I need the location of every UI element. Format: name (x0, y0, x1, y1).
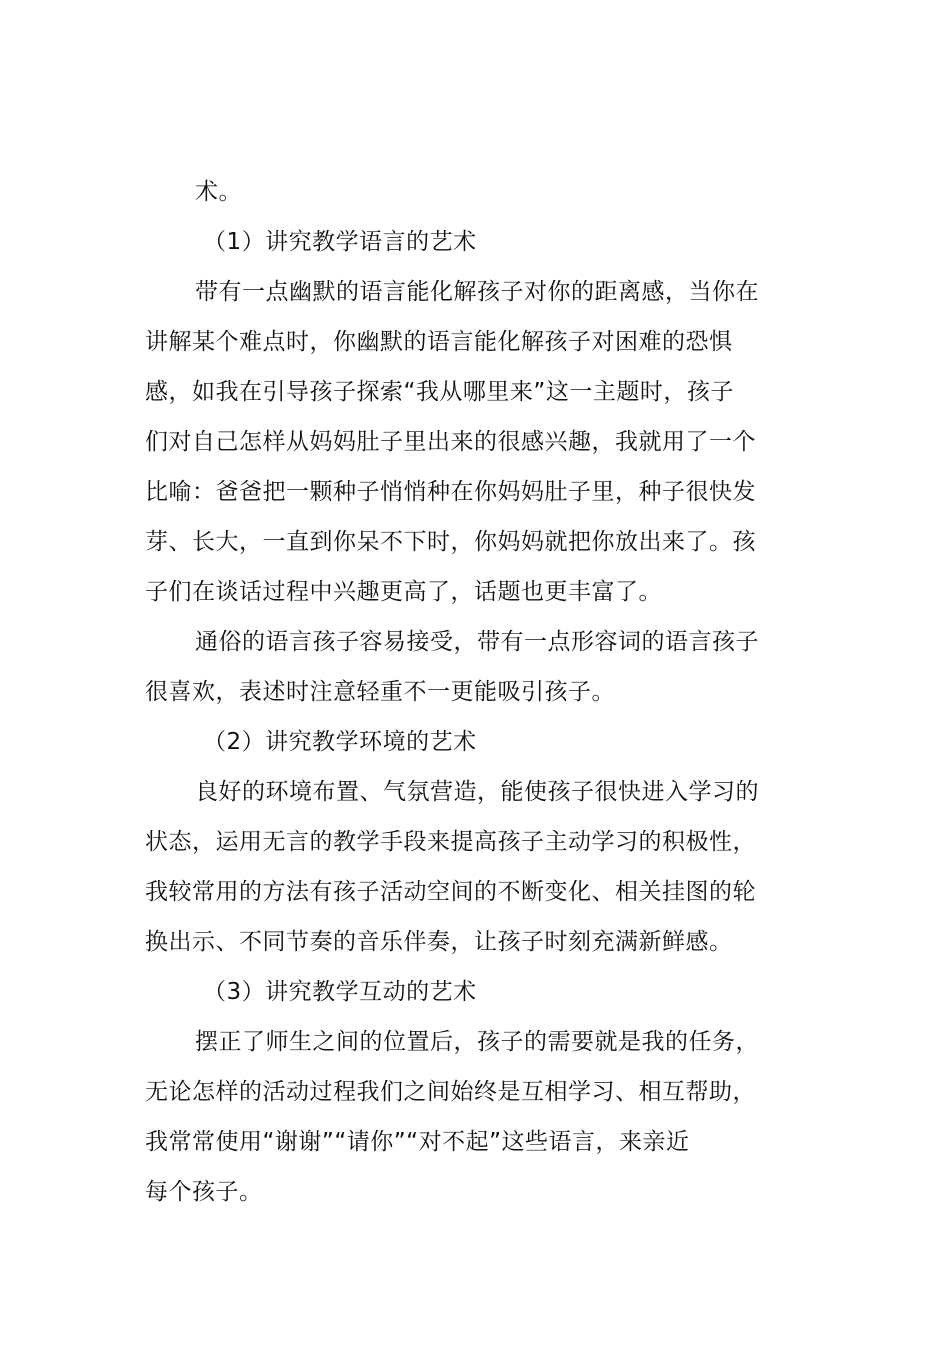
paragraph-line: 很喜欢，表述时注意轻重不一更能吸引孩子。 (145, 679, 615, 705)
section-heading-3: （3）讲究教学互动的艺术 (203, 979, 477, 1005)
paragraph-line: 带有一点幽默的语言能化解孩子对你的距离感，当你在 (195, 279, 759, 305)
paragraph-line: 们对自己怎样从妈妈肚子里出来的很感兴趣，我就用了一个 (145, 429, 756, 455)
paragraph-line: 每个孩子。 (145, 1179, 263, 1205)
paragraph-line: 子们在谈话过程中兴趣更高了，话题也更丰富了。 (145, 579, 662, 605)
paragraph-line: 通俗的语言孩子容易接受，带有一点形容词的语言孩子 (195, 629, 759, 655)
section-heading-1: （1）讲究教学语言的艺术 (203, 229, 477, 255)
text-line: 术。 (195, 179, 242, 205)
paragraph-line: 我常常使用“谢谢”“请你”“对不起”这些语言，来亲近 (145, 1129, 690, 1155)
section-heading-2: （2）讲究教学环境的艺术 (203, 729, 477, 755)
paragraph-line: 感，如我在引导孩子探索“我从哪里来”这一主题时，孩子 (145, 379, 734, 405)
paragraph-line: 芽、长大，一直到你呆不下时，你妈妈就把你放出来了。孩 (145, 529, 756, 555)
paragraph-line: 良好的环境布置、气氛营造，能使孩子很快进入学习的 (195, 779, 759, 805)
paragraph-line: 无论怎样的活动过程我们之间始终是互相学习、相互帮助， (145, 1079, 756, 1105)
paragraph-line: 状态，运用无言的教学手段来提高孩子主动学习的积极性， (145, 829, 756, 855)
paragraph-line: 讲解某个难点时，你幽默的语言能化解孩子对困难的恐惧 (145, 329, 733, 355)
paragraph-line: 换出示、不同节奏的音乐伴奏，让孩子时刻充满新鲜感。 (145, 929, 733, 955)
paragraph-line: 我较常用的方法有孩子活动空间的不断变化、相关挂图的轮 (145, 879, 756, 905)
paragraph-line: 比喻：爸爸把一颗种子悄悄种在你妈妈肚子里，种子很快发 (145, 479, 756, 505)
paragraph-line: 摆正了师生之间的位置后，孩子的需要就是我的任务， (195, 1029, 759, 1055)
